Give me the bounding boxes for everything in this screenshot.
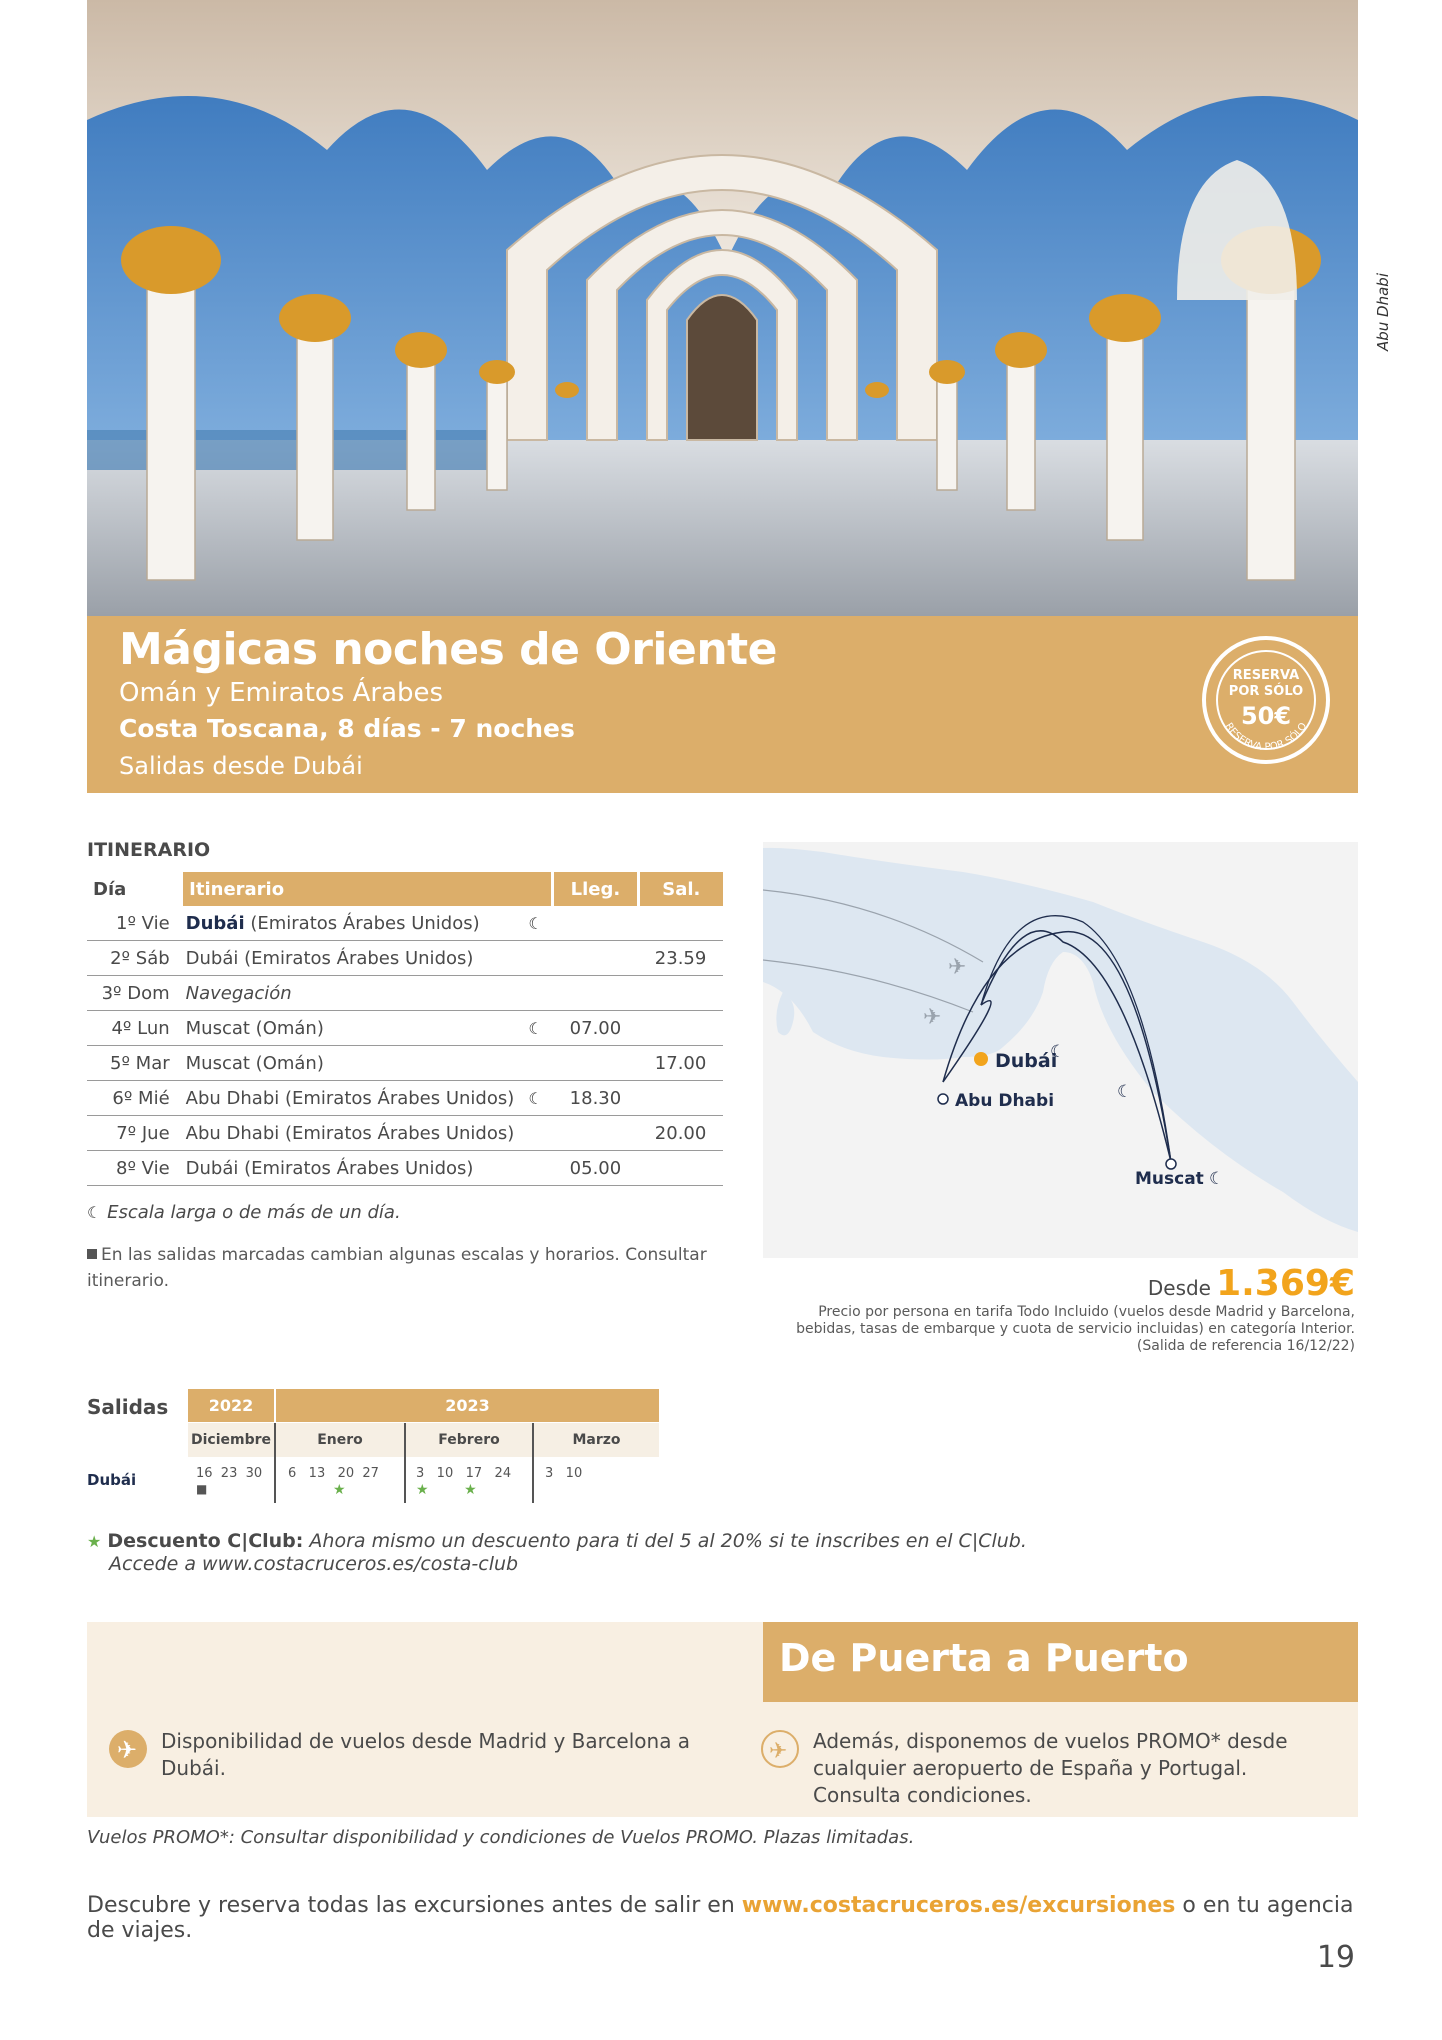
month-febrero: Febrero	[406, 1423, 532, 1457]
ship-and-duration: Costa Toscana, 8 días - 7 noches	[119, 714, 575, 743]
moon-icon: ☾	[518, 1081, 552, 1116]
door-to-port-title: De Puerta a Puerto	[779, 1636, 1189, 1680]
moon-icon	[518, 976, 552, 1011]
page-title: Mágicas noches de Oriente	[119, 624, 778, 675]
divider	[274, 1423, 276, 1503]
itinerary-row	[87, 941, 723, 976]
row-arrival	[553, 1046, 638, 1081]
title-banner	[87, 616, 1358, 793]
dates-enero: 6 13 20 27	[288, 1466, 379, 1481]
row-port-text: Dubái (Emiratos Árabes Unidos)	[185, 947, 474, 969]
club-text: Ahora mismo un descuento para ti del 5 al 20% si te inscribes en el C|Club.	[303, 1530, 1027, 1552]
row-day: 8º Vie	[87, 1151, 182, 1186]
square-marker-icon	[87, 1249, 97, 1259]
dubai-marker	[974, 1052, 988, 1066]
map-label-muscat: Muscat	[1135, 1169, 1204, 1189]
row-arrival: 18.30	[553, 1081, 638, 1116]
moon-legend	[87, 1202, 401, 1223]
price-note	[755, 1304, 1355, 1355]
moon-legend-text: Escala larga o de más de un día.	[107, 1202, 401, 1223]
row-day: 7º Jue	[87, 1116, 182, 1151]
row-port	[182, 1046, 519, 1081]
badge-line1: RESERVA	[1232, 668, 1300, 683]
club-link-line[interactable]: Accede a www.costacruceros.es/costa-club	[109, 1553, 519, 1575]
door-to-port-item-2: Además, disponemos de vuelos PROMO* desde cualquier aeropuerto de España y Portugal. Consulta condiciones.	[813, 1729, 1288, 1807]
month-enero: Enero	[276, 1423, 404, 1457]
row-day: 1º Vie	[87, 906, 182, 941]
col-departure: Sal.	[638, 872, 723, 906]
excursions-link[interactable]: www.costacruceros.es/excursiones	[741, 1893, 1176, 1918]
footer-text-after: o en tu agencia de viajes.	[87, 1893, 1354, 1943]
row-port	[182, 1081, 519, 1116]
col-itinerary: Itinerario	[182, 872, 553, 906]
star-icon: ★	[87, 1532, 102, 1551]
hero-photo	[87, 0, 1358, 616]
page-number: 19	[1316, 1940, 1355, 1975]
col-day: Día	[93, 878, 127, 900]
row-arrival	[553, 1116, 638, 1151]
row-arrival: 07.00	[553, 1011, 638, 1046]
row-port	[182, 1011, 519, 1046]
price-block	[1148, 1263, 1355, 1304]
badge-line2: POR SÓLO	[1228, 684, 1304, 699]
star-icon: ★ ★	[416, 1482, 477, 1498]
moon-icon: ☾	[518, 1011, 552, 1046]
row-arrival: 05.00	[553, 1151, 638, 1186]
plane-icon-1: ✈	[948, 955, 967, 980]
row-departure	[638, 1081, 723, 1116]
price-note-line: Precio por persona en tarifa Todo Incluido (vuelos desde Madrid y Barcelona,	[818, 1304, 1355, 1320]
itinerary-row	[87, 906, 723, 941]
moon-icon: ☾	[87, 1203, 102, 1222]
month-marzo: Marzo	[534, 1423, 659, 1457]
itinerary-row	[87, 1151, 723, 1186]
row-day: 5º Mar	[87, 1046, 182, 1081]
schedule-note-text: En las salidas marcadas cambian algunas escalas y horarios. Consultar itinerario.	[87, 1245, 707, 1291]
row-day: 2º Sáb	[87, 941, 182, 976]
row-day: 3º Dom	[87, 976, 182, 1011]
map-label-dubai: Dubái	[995, 1050, 1058, 1072]
dates-diciembre: 16 23 30	[196, 1466, 263, 1481]
itinerary-row	[87, 1046, 723, 1081]
itinerary-table	[87, 872, 723, 1186]
map-label-abu-dhabi: Abu Dhabi	[955, 1091, 1055, 1111]
svg-text:✈: ✈	[117, 1736, 138, 1764]
itinerary-heading: ITINERARIO	[87, 839, 211, 861]
route-map-svg	[763, 842, 1358, 1258]
row-departure: 20.00	[638, 1116, 723, 1151]
promo-flights-note: Vuelos PROMO*: Consultar disponibilidad y condiciones de Vuelos PROMO. Plazas limitadas.	[87, 1827, 915, 1848]
row-departure	[638, 1011, 723, 1046]
row-port-text: Dubái (Emiratos Árabes Unidos)	[185, 1157, 474, 1179]
col-arrival: Lleg.	[553, 872, 638, 906]
row-port-text: Muscat (Omán)	[185, 1052, 324, 1074]
mosque-arcade-illustration	[87, 0, 1358, 616]
row-departure	[638, 976, 723, 1011]
row-arrival	[553, 976, 638, 1011]
schedule-note	[87, 1242, 727, 1294]
row-port-text: (Emiratos Árabes Unidos)	[244, 912, 480, 934]
row-port	[182, 1151, 519, 1186]
star-icon: ★	[333, 1482, 346, 1498]
row-port	[182, 976, 519, 1011]
svg-text:RESERVA POR SÓLO: RESERVA POR SÓLO	[1222, 721, 1310, 754]
row-departure	[638, 906, 723, 941]
price-note-line: bebidas, tasas de embarque y cuota de servicio incluidas) en categoría Interior.	[796, 1321, 1355, 1337]
row-departure: 17.00	[638, 1046, 723, 1081]
year-2022: 2022	[188, 1389, 274, 1422]
row-port	[182, 1116, 519, 1151]
badge-price: 50€	[1240, 702, 1292, 730]
row-arrival	[553, 941, 638, 976]
promo-plane-icon	[761, 1730, 799, 1768]
photo-caption-text: Abu Dhabi	[1374, 273, 1392, 351]
plane-icon-2: ✈	[923, 1005, 942, 1030]
abu-dhabi-marker	[938, 1094, 948, 1104]
price-note-line: (Salida de referencia 16/12/22)	[1136, 1338, 1355, 1354]
moon-icon: ☾	[1050, 1042, 1066, 1062]
row-departure: 23.59	[638, 941, 723, 976]
divider	[532, 1423, 534, 1503]
itinerary-row	[87, 1116, 723, 1151]
square-marker-icon: ■	[196, 1482, 208, 1496]
route-map	[763, 842, 1358, 1258]
row-port-text: Abu Dhabi (Emiratos Árabes Unidos)	[185, 1122, 515, 1144]
departure-port: Salidas desde Dubái	[119, 752, 363, 780]
moon-icon	[518, 941, 552, 976]
footer-text-before: Descubre y reserva todas las excursiones antes de salir en	[87, 1893, 742, 1918]
door-to-port-header	[763, 1622, 1358, 1702]
excursions-footer	[87, 1893, 1358, 1943]
badge-ring-text	[1206, 640, 1326, 760]
itinerary-row	[87, 1081, 723, 1116]
svg-text:✈: ✈	[769, 1739, 788, 1764]
row-arrival	[553, 906, 638, 941]
price-value: 1.369€	[1216, 1263, 1355, 1304]
muscat-marker	[1166, 1159, 1176, 1169]
year-2023: 2023	[276, 1389, 659, 1422]
row-port	[182, 906, 519, 941]
row-port-text: Navegación	[185, 982, 292, 1004]
sailing-port: Dubái	[87, 1471, 137, 1489]
row-port-text: Muscat (Omán)	[185, 1017, 324, 1039]
club-discount-note	[87, 1530, 1067, 1576]
moon-icon	[518, 1151, 552, 1186]
itinerary-row	[87, 976, 723, 1011]
photo-caption	[1368, 216, 1398, 408]
moon-icon	[518, 1046, 552, 1081]
row-port-text: Abu Dhabi (Emiratos Árabes Unidos)	[185, 1087, 515, 1109]
club-title: Descuento C|Club:	[107, 1530, 304, 1552]
row-day: 6º Mié	[87, 1081, 182, 1116]
moon-icon: ☾	[1117, 1082, 1133, 1102]
moon-icon	[518, 1116, 552, 1151]
itinerary-row	[87, 1011, 723, 1046]
door-to-port-item-1: Disponibilidad de vuelos desde Madrid y Barcelona a Dubái.	[161, 1729, 691, 1780]
plane-icon	[109, 1730, 147, 1768]
reservation-badge	[1202, 636, 1330, 764]
price-from-label: Desde	[1147, 1276, 1211, 1300]
row-port	[182, 941, 519, 976]
dates-febrero: 3 10 17 24	[416, 1466, 512, 1481]
sailings-label: Salidas	[87, 1395, 169, 1419]
page-subtitle: Omán y Emiratos Árabes	[119, 678, 444, 708]
row-port-bold: Dubái	[185, 912, 245, 934]
row-departure	[638, 1151, 723, 1186]
divider	[404, 1423, 406, 1503]
moon-icon: ☾	[518, 906, 552, 941]
row-day: 4º Lun	[87, 1011, 182, 1046]
moon-icon: ☾	[1209, 1169, 1225, 1189]
month-diciembre: Diciembre	[188, 1423, 274, 1457]
dates-marzo: 3 10	[545, 1466, 583, 1481]
